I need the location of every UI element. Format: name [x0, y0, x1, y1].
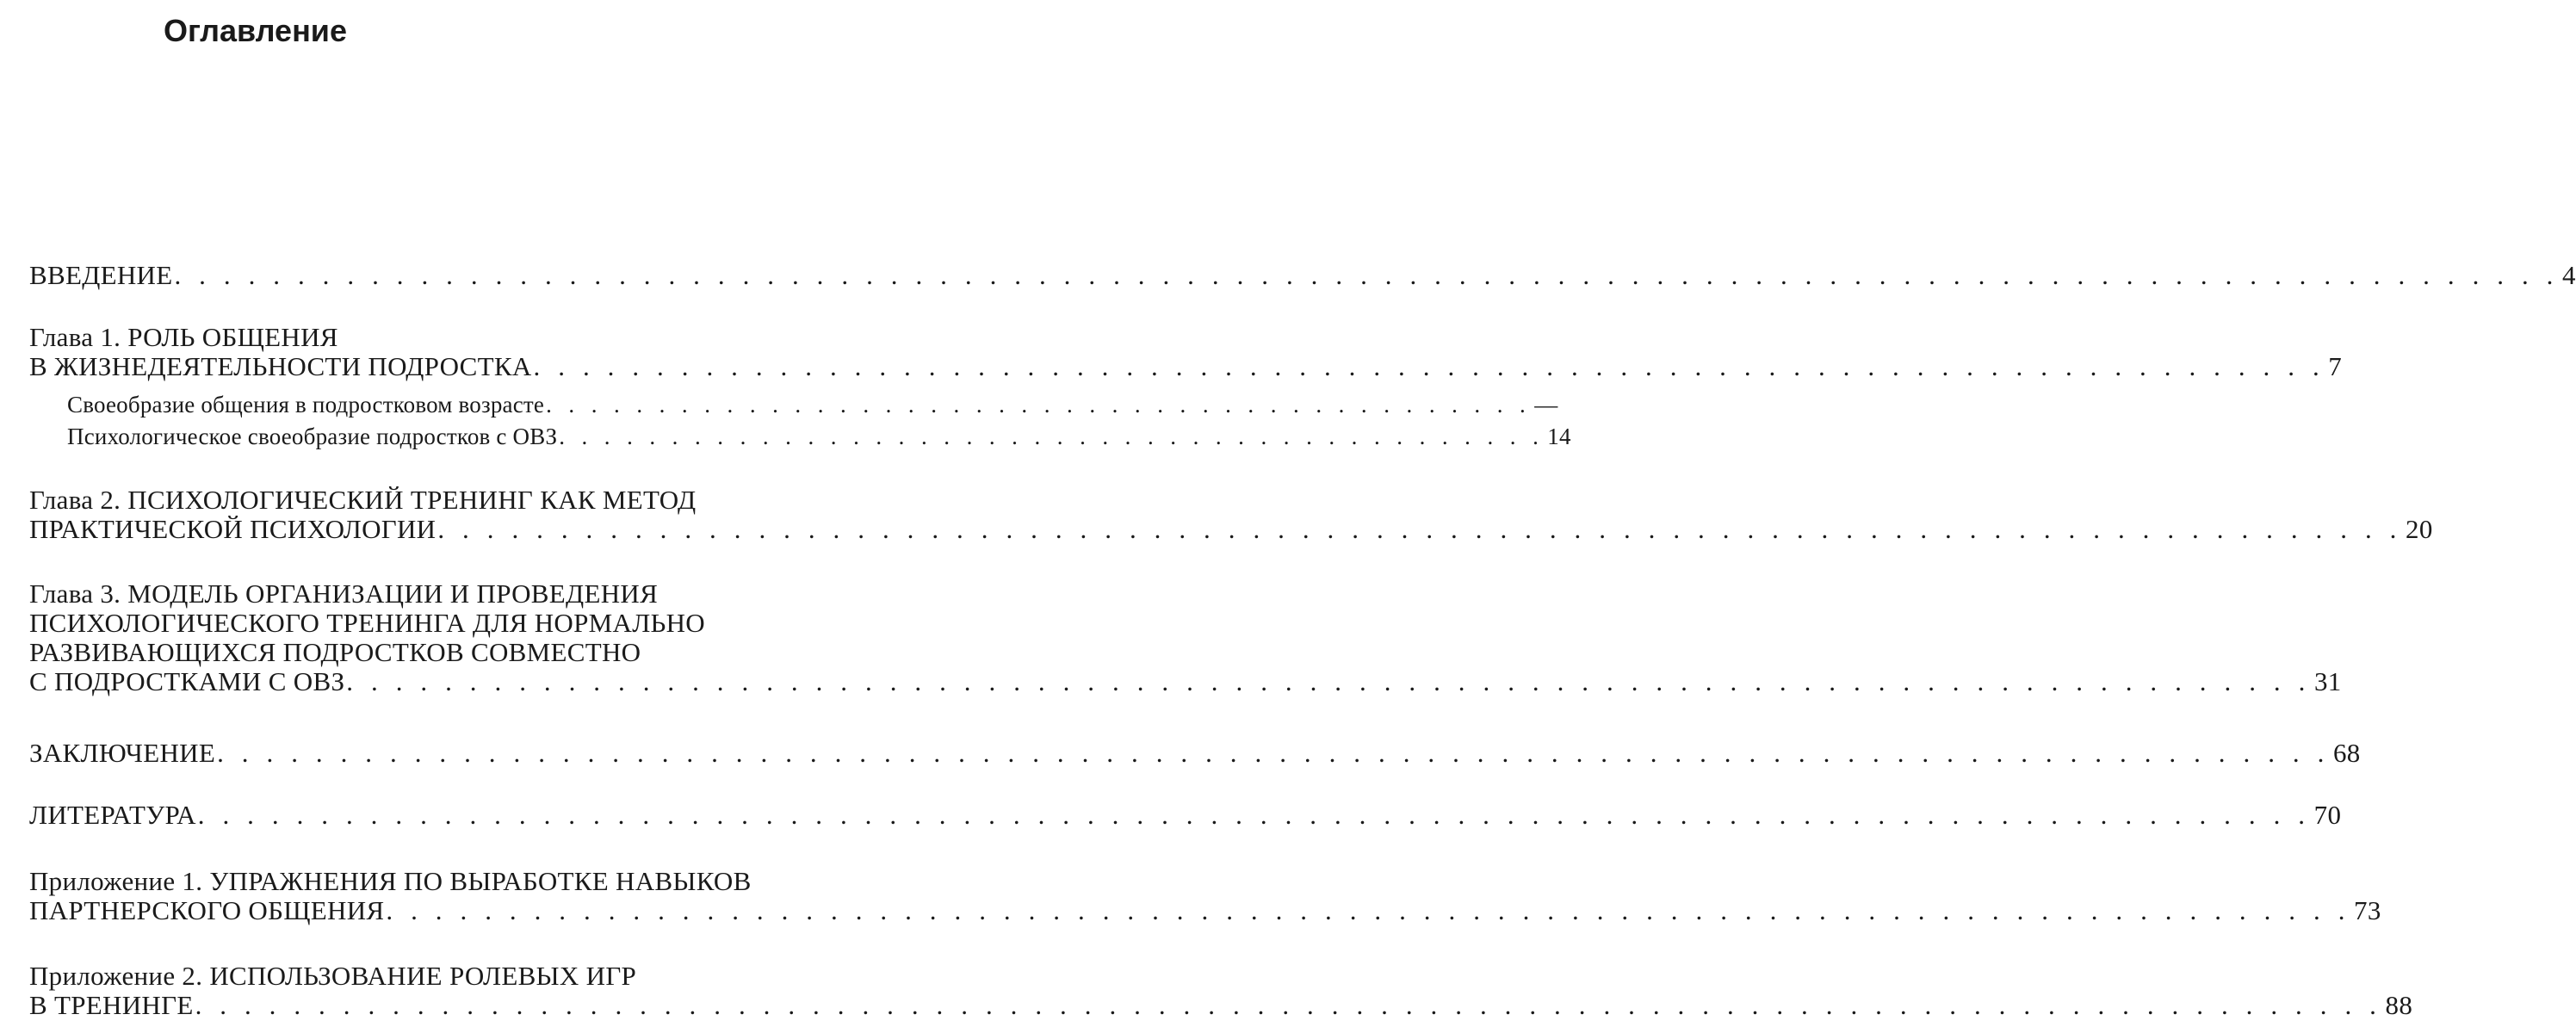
- dot-leader: . . . . . . . . . . . . . . . . . . . . . . . . . . . . . . . . . . . . . . . . . . . . . . . . . . . . . . . . . . . . . . . . . . . . . . . . . . . . . . . . . . . . . .: [197, 800, 2311, 830]
- toc-line: [29, 351, 2343, 381]
- toc-entry-literature[interactable]: [29, 800, 2342, 830]
- page-title: Оглавление: [164, 13, 347, 48]
- toc-entry-appendix-2[interactable]: [29, 961, 2413, 1020]
- toc-subentry-1-2[interactable]: [29, 422, 1571, 451]
- toc-entry-title: ЛИТЕРАТУРА: [29, 800, 196, 830]
- dot-leader: . . . . . . . . . . . . . . . . . . . . . . . . . . . . . . . . . . . . . . . . . . . .: [546, 392, 1532, 418]
- toc-entry-title-cont: ПРАКТИЧЕСКОЙ ПСИХОЛОГИИ: [29, 514, 437, 544]
- toc-line: [29, 514, 2433, 544]
- toc-entry-title-cont: ПСИХОЛОГИЧЕСКОГО ТРЕНИНГА ДЛЯ НОРМАЛЬНО: [29, 608, 705, 638]
- toc-subentry-1-1[interactable]: [29, 390, 1558, 419]
- page-number: 14: [1547, 424, 1571, 449]
- toc-entry-title-cont: РАЗВИВАЮЩИХСЯ ПОДРОСТКОВ СОВМЕСТНО: [29, 637, 641, 667]
- toc-line: [29, 666, 2342, 696]
- dot-leader: . . . . . . . . . . . . . . . . . . . . . . . . . . . . . . . . . . . . . . . . . . . . . . . . . . . . . . . . . . . . . . . . . . . . . . . . . . . . . . . .: [437, 514, 2403, 544]
- dot-leader: . . . . . . . . . . . . . . . . . . . . . . . . . . . . . . . . . . . . . . . . . . . . . . . . . . . . . . . . . . . . . . . . . . . . . . . . . . . . . . . . . . . . . . . . .: [195, 990, 2382, 1020]
- toc-entry-chapter-2[interactable]: [29, 485, 2433, 544]
- page-number: 70: [2313, 800, 2342, 830]
- toc-subentry-title: Своеобразие общения в подростковом возрасте: [67, 392, 545, 418]
- dot-leader: . . . . . . . . . . . . . . . . . . . . . . . . . . . . . . . . . . . . . . . . . . . .: [559, 424, 1545, 449]
- toc-entry-conclusion[interactable]: [29, 738, 2361, 768]
- toc-entry-chapter-3[interactable]: [29, 578, 2342, 696]
- toc-entry-appendix-1[interactable]: [29, 866, 2381, 925]
- toc-line: [29, 895, 2381, 925]
- toc-line: [29, 990, 2413, 1020]
- page-number: 73: [2354, 895, 2381, 925]
- page-number: —: [1534, 392, 1558, 418]
- toc-entry-title: Глава 1. РОЛЬ ОБЩЕНИЯ: [29, 322, 338, 352]
- toc-line: [67, 422, 1571, 451]
- toc-entry-title: Приложение 2. ИСПОЛЬЗОВАНИЕ РОЛЕВЫХ ИГР: [29, 961, 637, 991]
- toc-entry-intro[interactable]: [29, 260, 2576, 290]
- toc-line: [67, 390, 1558, 419]
- toc-line: [29, 260, 2576, 290]
- dot-leader: . . . . . . . . . . . . . . . . . . . . . . . . . . . . . . . . . . . . . . . . . . . . . . . . . . . . . . . . . . . . . . . . . . . . . . . . . . . . . . . . . . . . . .: [217, 738, 2330, 768]
- page-number: 68: [2332, 738, 2361, 768]
- page-number: 31: [2313, 666, 2342, 696]
- dot-leader: . . . . . . . . . . . . . . . . . . . . . . . . . . . . . . . . . . . . . . . . . . . . . . . . . . . . . . . . . . . . . . . . . . . . . . . . .: [533, 351, 2325, 381]
- toc-line: [29, 800, 2342, 830]
- toc-subentry-title: Психологическое своеобразие подростков с ОВЗ: [67, 424, 558, 449]
- toc-entry-title-cont: ПАРТНЕРСКОГО ОБЩЕНИЯ: [29, 895, 385, 925]
- toc-entry-title-cont: С ПОДРОСТКАМИ С ОВЗ: [29, 666, 345, 696]
- toc-entry-chapter-1[interactable]: [29, 322, 2343, 381]
- toc-entry-title: Глава 2. ПСИХОЛОГИЧЕСКИЙ ТРЕНИНГ КАК МЕТОД: [29, 485, 697, 515]
- toc-entry-title: Приложение 1. УПРАЖНЕНИЯ ПО ВЫРАБОТКЕ НАВЫКОВ: [29, 866, 752, 896]
- page-number: 88: [2385, 990, 2413, 1020]
- toc-entry-title: ЗАКЛЮЧЕНИЕ: [29, 738, 216, 768]
- dot-leader: . . . . . . . . . . . . . . . . . . . . . . . . . . . . . . . . . . . . . . . . . . . . . . . . . . . . . . . . . . . . . . . . . . . . . . . . . . . . . . . .: [346, 666, 2311, 696]
- toc-line: [29, 738, 2361, 768]
- page-number: 7: [2328, 351, 2343, 381]
- dot-leader: . . . . . . . . . . . . . . . . . . . . . . . . . . . . . . . . . . . . . . . . . . . . . . . . . . . . . . . . . . . . . . . . . . . . . . . . . . . . . . . .: [386, 895, 2351, 925]
- toc-entry-title-cont: В ЖИЗНЕДЕЯТЕЛЬНОСТИ ПОДРОСТКА: [29, 351, 532, 381]
- toc-entry-title-cont: В ТРЕНИНГЕ: [29, 990, 194, 1020]
- toc-entry-title: ВВЕДЕНИЕ: [29, 260, 173, 290]
- page-number: 20: [2406, 514, 2433, 544]
- dot-leader: . . . . . . . . . . . . . . . . . . . . . . . . . . . . . . . . . . . . . . . . . . . . . . . . . . . . . . . . . . . . . . . . . . . . . . . . . . . . . . . . . . . . . . . . . . . . . . . . .: [174, 260, 2560, 290]
- page-number: 4: [2562, 260, 2576, 290]
- toc-entry-title: Глава 3. МОДЕЛЬ ОРГАНИЗАЦИИ И ПРОВЕДЕНИЯ: [29, 578, 659, 609]
